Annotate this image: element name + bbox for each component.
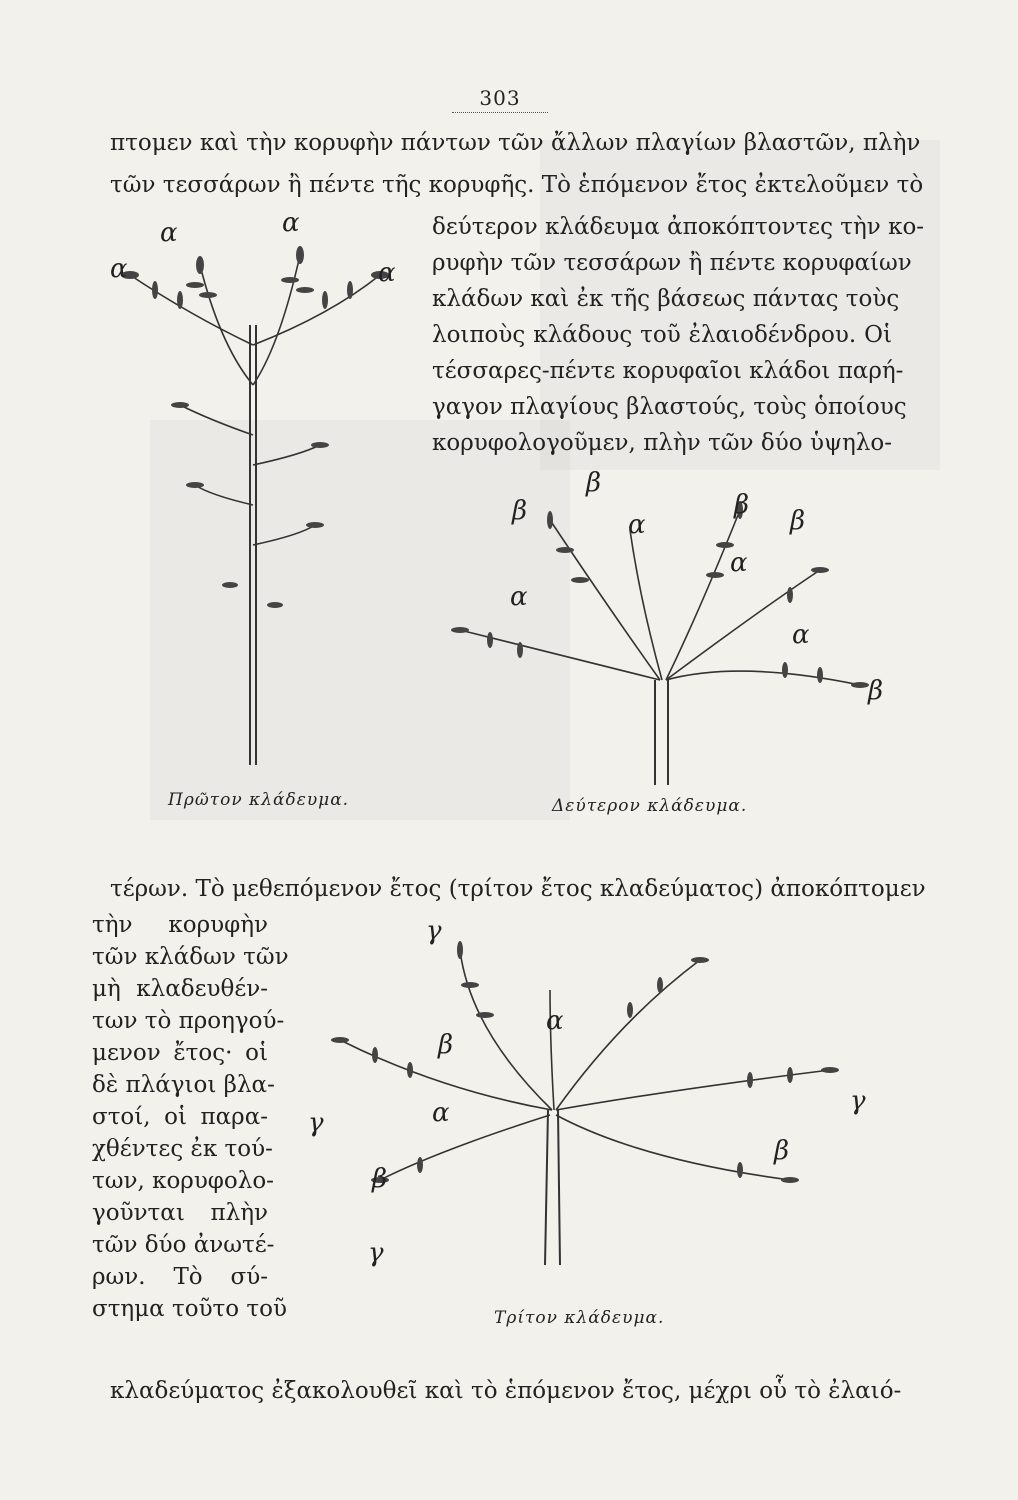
- label-beta: β: [868, 676, 884, 706]
- text-line: των τὸ προηγού-: [92, 1008, 285, 1034]
- label-alpha: α: [160, 218, 178, 248]
- label-alpha: α: [792, 620, 810, 650]
- label-alpha: α: [510, 582, 528, 612]
- text-line: τῶν τεσσάρων ἢ πέντε τῆς κορυφῆς. Τὸ ἑπόμενον ἔτος ἐκτελοῦμεν τὸ: [110, 172, 924, 198]
- label-gamma: γ: [308, 1108, 324, 1138]
- text-line: τέσσαρες-πέντε κορυφαῖοι κλάδοι παρή-: [432, 358, 904, 384]
- text-line: τῶν δύο ἀνωτέ-: [92, 1232, 275, 1258]
- label-alpha: α: [378, 258, 396, 288]
- text-line: στοί, οἱ παρα-: [92, 1104, 268, 1130]
- text-line: κλάδων καὶ ἐκ τῆς βάσεως πάντας τοὺς: [432, 286, 900, 312]
- label-alpha: α: [282, 208, 300, 238]
- text-line: μενον ἔτος· οἱ: [92, 1040, 268, 1066]
- label-beta: β: [774, 1136, 790, 1166]
- text-line: λοιποὺς κλάδους τοῦ ἐλαιοδένδρου. Οἱ: [432, 322, 892, 348]
- text-line: στημα τοῦτο τοῦ: [92, 1296, 287, 1322]
- figure-caption-first: Πρῶτον κλάδευμα.: [168, 790, 350, 810]
- figure-caption-third: Τρίτον κλάδευμα.: [494, 1308, 665, 1328]
- label-beta: β: [512, 496, 528, 526]
- first-pruning-illustration: [100, 205, 400, 775]
- label-alpha: α: [432, 1098, 450, 1128]
- text-line: χθέντες ἐκ τού-: [92, 1136, 273, 1162]
- label-beta: β: [372, 1164, 388, 1194]
- text-line: πτομεν καὶ τὴν κορυφὴν πάντων τῶν ἄλλων πλαγίων βλαστῶν, πλὴν: [110, 130, 921, 156]
- text-line: τέρων. Τὸ μεθεπόμενον ἔτος (τρίτον ἔτος κλαδεύματος) ἀποκόπτομεν: [110, 876, 926, 902]
- text-line: των, κορυφολο-: [92, 1168, 274, 1194]
- text-line: μὴ κλαδευθέν-: [92, 976, 268, 1002]
- label-alpha: α: [628, 510, 646, 540]
- label-gamma: γ: [850, 1086, 866, 1116]
- label-beta: β: [734, 490, 750, 520]
- label-gamma: γ: [368, 1238, 384, 1268]
- text-line: κορυφολογοῦμεν, πλὴν τῶν δύο ὑψηλο-: [432, 430, 892, 456]
- label-beta: β: [586, 468, 602, 498]
- text-line: κλαδεύματος ἐξακολουθεῖ καὶ τὸ ἑπόμενον ἔτος, μέχρι οὗ τὸ ἐλαιό-: [110, 1378, 902, 1404]
- third-pruning-illustration: [320, 930, 880, 1270]
- text-line: γαγον πλαγίους βλαστούς, τοὺς ὁποίους: [432, 394, 907, 420]
- label-alpha: α: [730, 548, 748, 578]
- second-pruning-illustration: [440, 490, 880, 790]
- figure-caption-second: Δεύτερον κλάδευμα.: [552, 796, 748, 816]
- text-line: δὲ πλάγιοι βλα-: [92, 1072, 275, 1098]
- text-line: τῶν κλάδων τῶν: [92, 944, 289, 970]
- text-line: γοῦνται πλὴν: [92, 1200, 268, 1226]
- label-beta: β: [790, 506, 806, 536]
- label-alpha: α: [110, 254, 128, 284]
- label-alpha: α: [546, 1006, 564, 1036]
- text-line: ρυφὴν τῶν τεσσάρων ἢ πέντε κορυφαίων: [432, 250, 912, 276]
- text-line: δεύτερον κλάδευμα ἀποκόπτοντες τὴν κο-: [432, 214, 925, 240]
- label-beta: β: [438, 1030, 454, 1060]
- text-line: τὴν κορυφὴν: [92, 912, 268, 938]
- text-line: ρων. Τὸ σύ-: [92, 1264, 268, 1290]
- label-gamma: γ: [426, 916, 442, 946]
- page-number: 303: [452, 86, 548, 113]
